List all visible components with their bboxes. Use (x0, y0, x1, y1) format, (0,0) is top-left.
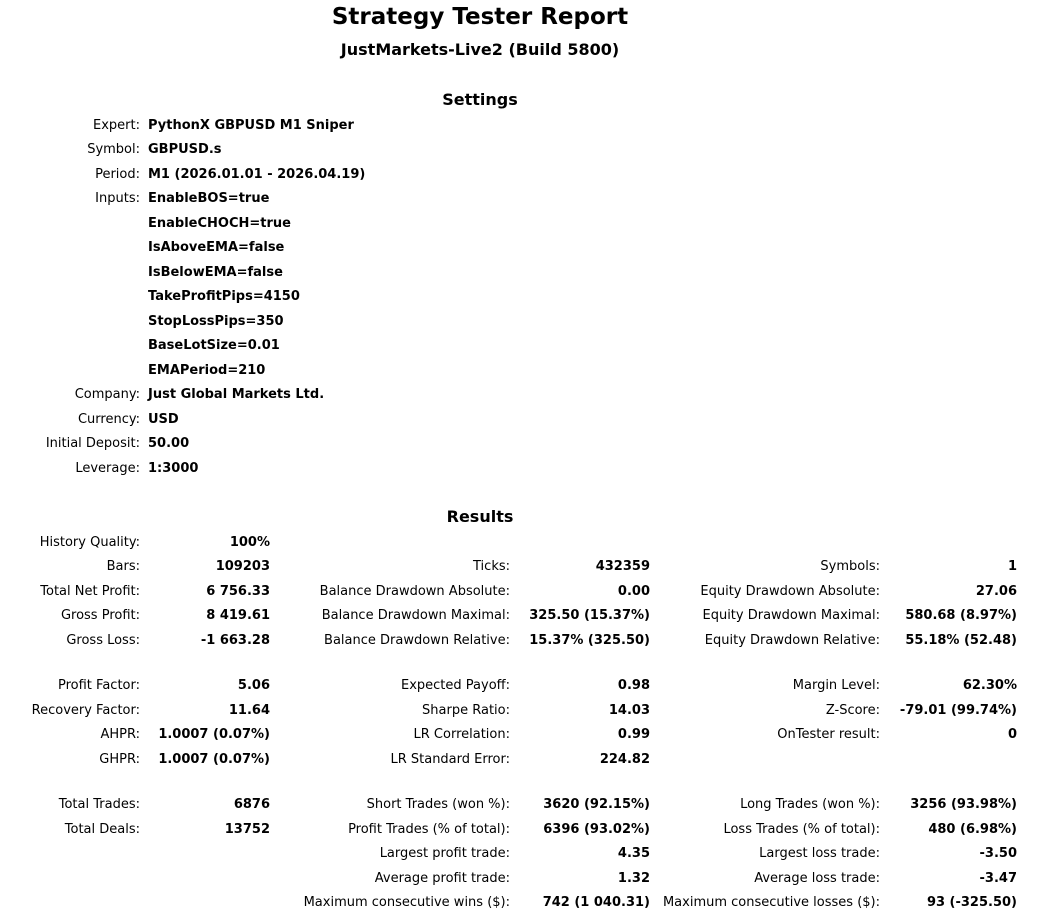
recovery-factor-label: Recovery Factor: (31, 703, 140, 718)
equity-dd-abs-value: 27.06 (975, 584, 1017, 599)
max-consec-wins-label: Maximum consecutive wins ($): (303, 895, 510, 910)
balance-dd-rel-label: Balance Drawdown Relative: (324, 633, 510, 648)
symbol-value: GBPUSD.s (148, 142, 222, 157)
max-consec-losses-label: Maximum consecutive losses ($): (662, 895, 880, 910)
settings-row-input (0, 214, 600, 234)
short-trades-label: Short Trades (won %): (366, 797, 510, 812)
report-subtitle: JustMarkets-Live2 (Build 5800) (340, 40, 620, 59)
currency-label: Currency: (77, 412, 140, 427)
input-item: IsBelowEMA=false (148, 265, 283, 280)
z-score-label: Z-Score: (825, 703, 880, 718)
settings-row-expert (0, 116, 600, 136)
input-item: EnableCHOCH=true (148, 216, 291, 231)
expected-payoff-value: 0.98 (617, 678, 650, 693)
average-profit-value: 1.32 (617, 871, 650, 886)
input-item: TakeProfitPips=4150 (148, 289, 300, 304)
settings-row-input (0, 361, 600, 381)
ahpr-label: AHPR: (100, 727, 140, 742)
equity-dd-rel-label: Equity Drawdown Relative: (704, 633, 880, 648)
settings-row-input (0, 238, 600, 258)
ticks-label: Ticks: (473, 559, 510, 574)
period-value: M1 (2026.01.01 - 2026.04.19) (148, 167, 366, 182)
currency-value: USD (148, 412, 179, 427)
margin-level-value: 62.30% (962, 678, 1017, 693)
input-item: EMAPeriod=210 (148, 363, 266, 378)
gross-profit-value: 8 419.61 (206, 608, 270, 623)
initial-deposit-value: 50.00 (148, 436, 190, 451)
settings-row-input (0, 263, 600, 283)
ahpr-value: 1.0007 (0.07%) (158, 727, 270, 742)
max-consec-losses-value: 93 (-325.50) (926, 895, 1017, 910)
results-row (0, 676, 1060, 696)
input-item: StopLossPips=350 (148, 314, 284, 329)
total-net-profit-value: 6 756.33 (206, 584, 270, 599)
results-row (0, 725, 1060, 745)
results-row (0, 893, 1060, 913)
results-row (0, 582, 1060, 602)
report-title: Strategy Tester Report (331, 4, 629, 30)
lr-std-error-value: 224.82 (599, 752, 650, 767)
company-value: Just Global Markets Ltd. (148, 387, 325, 402)
ghpr-value: 1.0007 (0.07%) (158, 752, 270, 767)
results-row (0, 820, 1060, 840)
settings-row-input (0, 312, 600, 332)
results-row (0, 795, 1060, 815)
input-item: EnableBOS=true (148, 191, 270, 206)
lr-std-error-label: LR Standard Error: (390, 752, 510, 767)
expert-value: PythonX GBPUSD M1 Sniper (148, 118, 354, 133)
equity-dd-max-value: 580.68 (8.97%) (905, 608, 1017, 623)
settings-row-input (0, 336, 600, 356)
expected-payoff-label: Expected Payoff: (401, 678, 510, 693)
settings-row-initial-deposit (0, 434, 600, 454)
sharpe-ratio-label: Sharpe Ratio: (422, 703, 510, 718)
average-loss-label: Average loss trade: (754, 871, 880, 886)
settings-row-symbol (0, 140, 600, 160)
loss-trades-label: Loss Trades (% of total): (723, 822, 880, 837)
symbols-label: Symbols: (820, 559, 880, 574)
history-quality-value: 100% (229, 535, 270, 550)
short-trades-value: 3620 (92.15%) (543, 797, 650, 812)
equity-dd-max-label: Equity Drawdown Maximal: (702, 608, 880, 623)
company-label: Company: (74, 387, 140, 402)
total-trades-label: Total Trades: (58, 797, 140, 812)
gross-loss-label: Gross Loss: (66, 633, 140, 648)
results-row (0, 631, 1060, 651)
lr-correlation-label: LR Correlation: (413, 727, 510, 742)
leverage-label: Leverage: (75, 461, 140, 476)
largest-profit-label: Largest profit trade: (379, 846, 510, 861)
balance-dd-rel-value: 15.37% (325.50) (529, 633, 650, 648)
bars-value: 109203 (215, 559, 270, 574)
ghpr-label: GHPR: (99, 752, 140, 767)
max-consec-wins-value: 742 (1 040.31) (542, 895, 650, 910)
profit-trades-value: 6396 (93.02%) (543, 822, 650, 837)
gross-profit-label: Gross Profit: (60, 608, 140, 623)
profit-trades-label: Profit Trades (% of total): (348, 822, 510, 837)
settings-row-input (0, 287, 600, 307)
loss-trades-value: 480 (6.98%) (928, 822, 1017, 837)
history-quality-label: History Quality: (39, 535, 140, 550)
initial-deposit-label: Initial Deposit: (45, 436, 140, 451)
largest-profit-value: 4.35 (617, 846, 650, 861)
results-row (0, 533, 1060, 553)
results-row (0, 844, 1060, 864)
input-item: IsAboveEMA=false (148, 240, 285, 255)
symbol-label: Symbol: (87, 142, 140, 157)
results-heading: Results (446, 507, 514, 526)
long-trades-label: Long Trades (won %): (740, 797, 880, 812)
balance-dd-abs-label: Balance Drawdown Absolute: (319, 584, 510, 599)
bars-label: Bars: (106, 559, 140, 574)
average-profit-label: Average profit trade: (374, 871, 510, 886)
balance-dd-max-value: 325.50 (15.37%) (529, 608, 650, 623)
symbols-value: 1 (1007, 559, 1017, 574)
period-label: Period: (95, 167, 140, 182)
results-row (0, 606, 1060, 626)
equity-dd-rel-value: 55.18% (52.48) (905, 633, 1017, 648)
margin-level-label: Margin Level: (792, 678, 880, 693)
input-item: BaseLotSize=0.01 (148, 338, 280, 353)
average-loss-value: -3.47 (979, 871, 1017, 886)
inputs-label: Inputs: (95, 191, 140, 206)
total-net-profit-label: Total Net Profit: (40, 584, 140, 599)
profit-factor-value: 5.06 (237, 678, 270, 693)
sharpe-ratio-value: 14.03 (608, 703, 650, 718)
largest-loss-value: -3.50 (979, 846, 1017, 861)
lr-correlation-value: 0.99 (617, 727, 650, 742)
ontester-value: 0 (1007, 727, 1017, 742)
balance-dd-max-label: Balance Drawdown Maximal: (321, 608, 510, 623)
balance-dd-abs-value: 0.00 (617, 584, 650, 599)
settings-heading: Settings (442, 90, 518, 109)
expert-label: Expert: (93, 118, 140, 133)
settings-row-currency (0, 410, 600, 430)
ticks-value: 432359 (595, 559, 650, 574)
results-row (0, 557, 1060, 577)
settings-row-company (0, 385, 600, 405)
total-trades-value: 6876 (233, 797, 270, 812)
recovery-factor-value: 11.64 (228, 703, 270, 718)
settings-row-inputs (0, 189, 600, 209)
profit-factor-label: Profit Factor: (58, 678, 140, 693)
total-deals-value: 13752 (224, 822, 270, 837)
settings-row-period (0, 165, 600, 185)
results-row (0, 869, 1060, 889)
z-score-value: -79.01 (99.74%) (899, 703, 1017, 718)
gross-loss-value: -1 663.28 (200, 633, 270, 648)
equity-dd-abs-label: Equity Drawdown Absolute: (700, 584, 880, 599)
results-row (0, 750, 1060, 770)
results-row (0, 701, 1060, 721)
largest-loss-label: Largest loss trade: (759, 846, 880, 861)
leverage-value: 1:3000 (148, 461, 199, 476)
ontester-label: OnTester result: (777, 727, 880, 742)
total-deals-label: Total Deals: (64, 822, 140, 837)
settings-row-leverage (0, 459, 600, 479)
long-trades-value: 3256 (93.98%) (910, 797, 1017, 812)
